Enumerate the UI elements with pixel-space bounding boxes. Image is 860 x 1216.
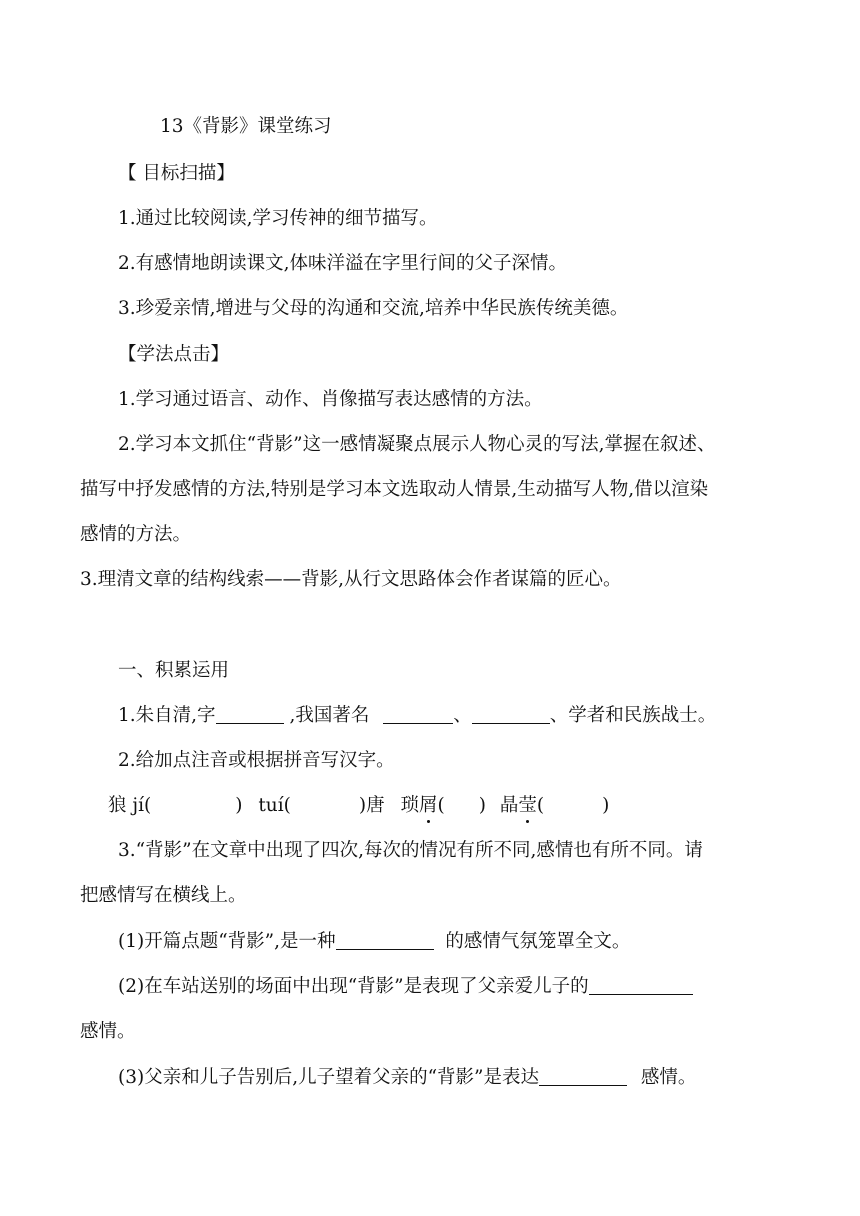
word-4-prefix: 晶 [499,795,519,816]
answer-blank[interactable] [216,705,284,724]
word-3-open: ( [437,795,445,816]
method-item-1: 1.学习通过语言、动作、肖像描写表达感情的方法。 [118,389,543,410]
s1-text-b: 的感情气氛笼罩全文。 [445,931,631,952]
sub-question-1 [118,929,630,955]
word-3-prefix: 琐 [400,795,419,816]
answer-blank[interactable] [589,976,693,995]
question-2: 2.给加点注音或根据拼音写汉字。 [118,750,395,771]
word-1-close: ) [235,795,243,816]
word-3-close: ) [478,795,486,816]
q1-text-b: ,我国著名 [289,705,370,726]
sub-question-3 [118,1065,696,1091]
q1-text-c: 、 [453,705,472,726]
method-item-2-line-2: 描写中抒发感情的方法,特别是学习本文选取动人情景,生动描写人物,借以渲染 [80,479,709,500]
sub-question-2-line-2: 感情。 [80,1021,136,1042]
word-1-text: 狼 jí( [108,795,152,816]
question-3-line-2: 把感情写在横线上。 [80,885,247,906]
word-4-close: ) [602,795,610,816]
method-item-3: 3.理清文章的结构线索——背影,从行文思路体会作者谋篇的匠心。 [80,569,622,590]
answer-blank[interactable] [472,705,550,724]
s2-text-a: (2)在车站送别的场面中出现“背影”是表现了父亲爱儿子的 [118,976,589,997]
pinyin-row [108,793,609,819]
question-3-line-1: 3.“背影”在文章中出现了四次,每次的情况有所不同,感情也有所不同。请 [118,840,703,861]
s3-text-a: (3)父亲和儿子告别后,儿子望着父亲的“背影”是表达 [118,1067,540,1088]
goal-item-2: 2.有感情地朗读课文,体味洋溢在字里行间的父子深情。 [118,253,568,274]
word-2-close: )唐 [358,795,385,816]
answer-blank[interactable] [336,931,434,950]
goals-heading: 【 目标扫描】 [118,163,235,184]
word-4-open: ( [536,795,545,816]
goal-item-1: 1.通过比较阅读,学习传神的细节描写。 [118,208,438,229]
question-1 [118,703,716,729]
sub-question-2 [118,974,693,1000]
dotted-char: 莹 [518,793,537,819]
part1-heading: 一、积累运用 [118,660,230,681]
q1-text-d: 、学者和民族战士。 [549,705,717,726]
answer-blank[interactable] [539,1067,627,1086]
page-title: 13《背影》课堂练习 [160,116,332,137]
methods-heading: 【学法点击】 [118,344,230,365]
word-2-text: tuí( [258,795,291,816]
method-item-2-line-3: 感情的方法。 [80,524,192,545]
q1-text-a: 1.朱自清,字 [118,705,216,726]
method-item-2-line-1: 2.学习本文抓住“背影”这一感情凝聚点展示人物心灵的写法,掌握在叙述、 [118,434,716,455]
goal-item-3: 3.珍爱亲情,增进与父母的沟通和交流,培养中华民族传统美德。 [118,298,629,319]
answer-blank[interactable] [383,705,453,724]
s1-text-a: (1)开篇点题“背影”,是一种 [118,931,336,952]
s3-text-b: 感情。 [640,1067,697,1088]
dotted-char: 屑 [419,793,438,819]
